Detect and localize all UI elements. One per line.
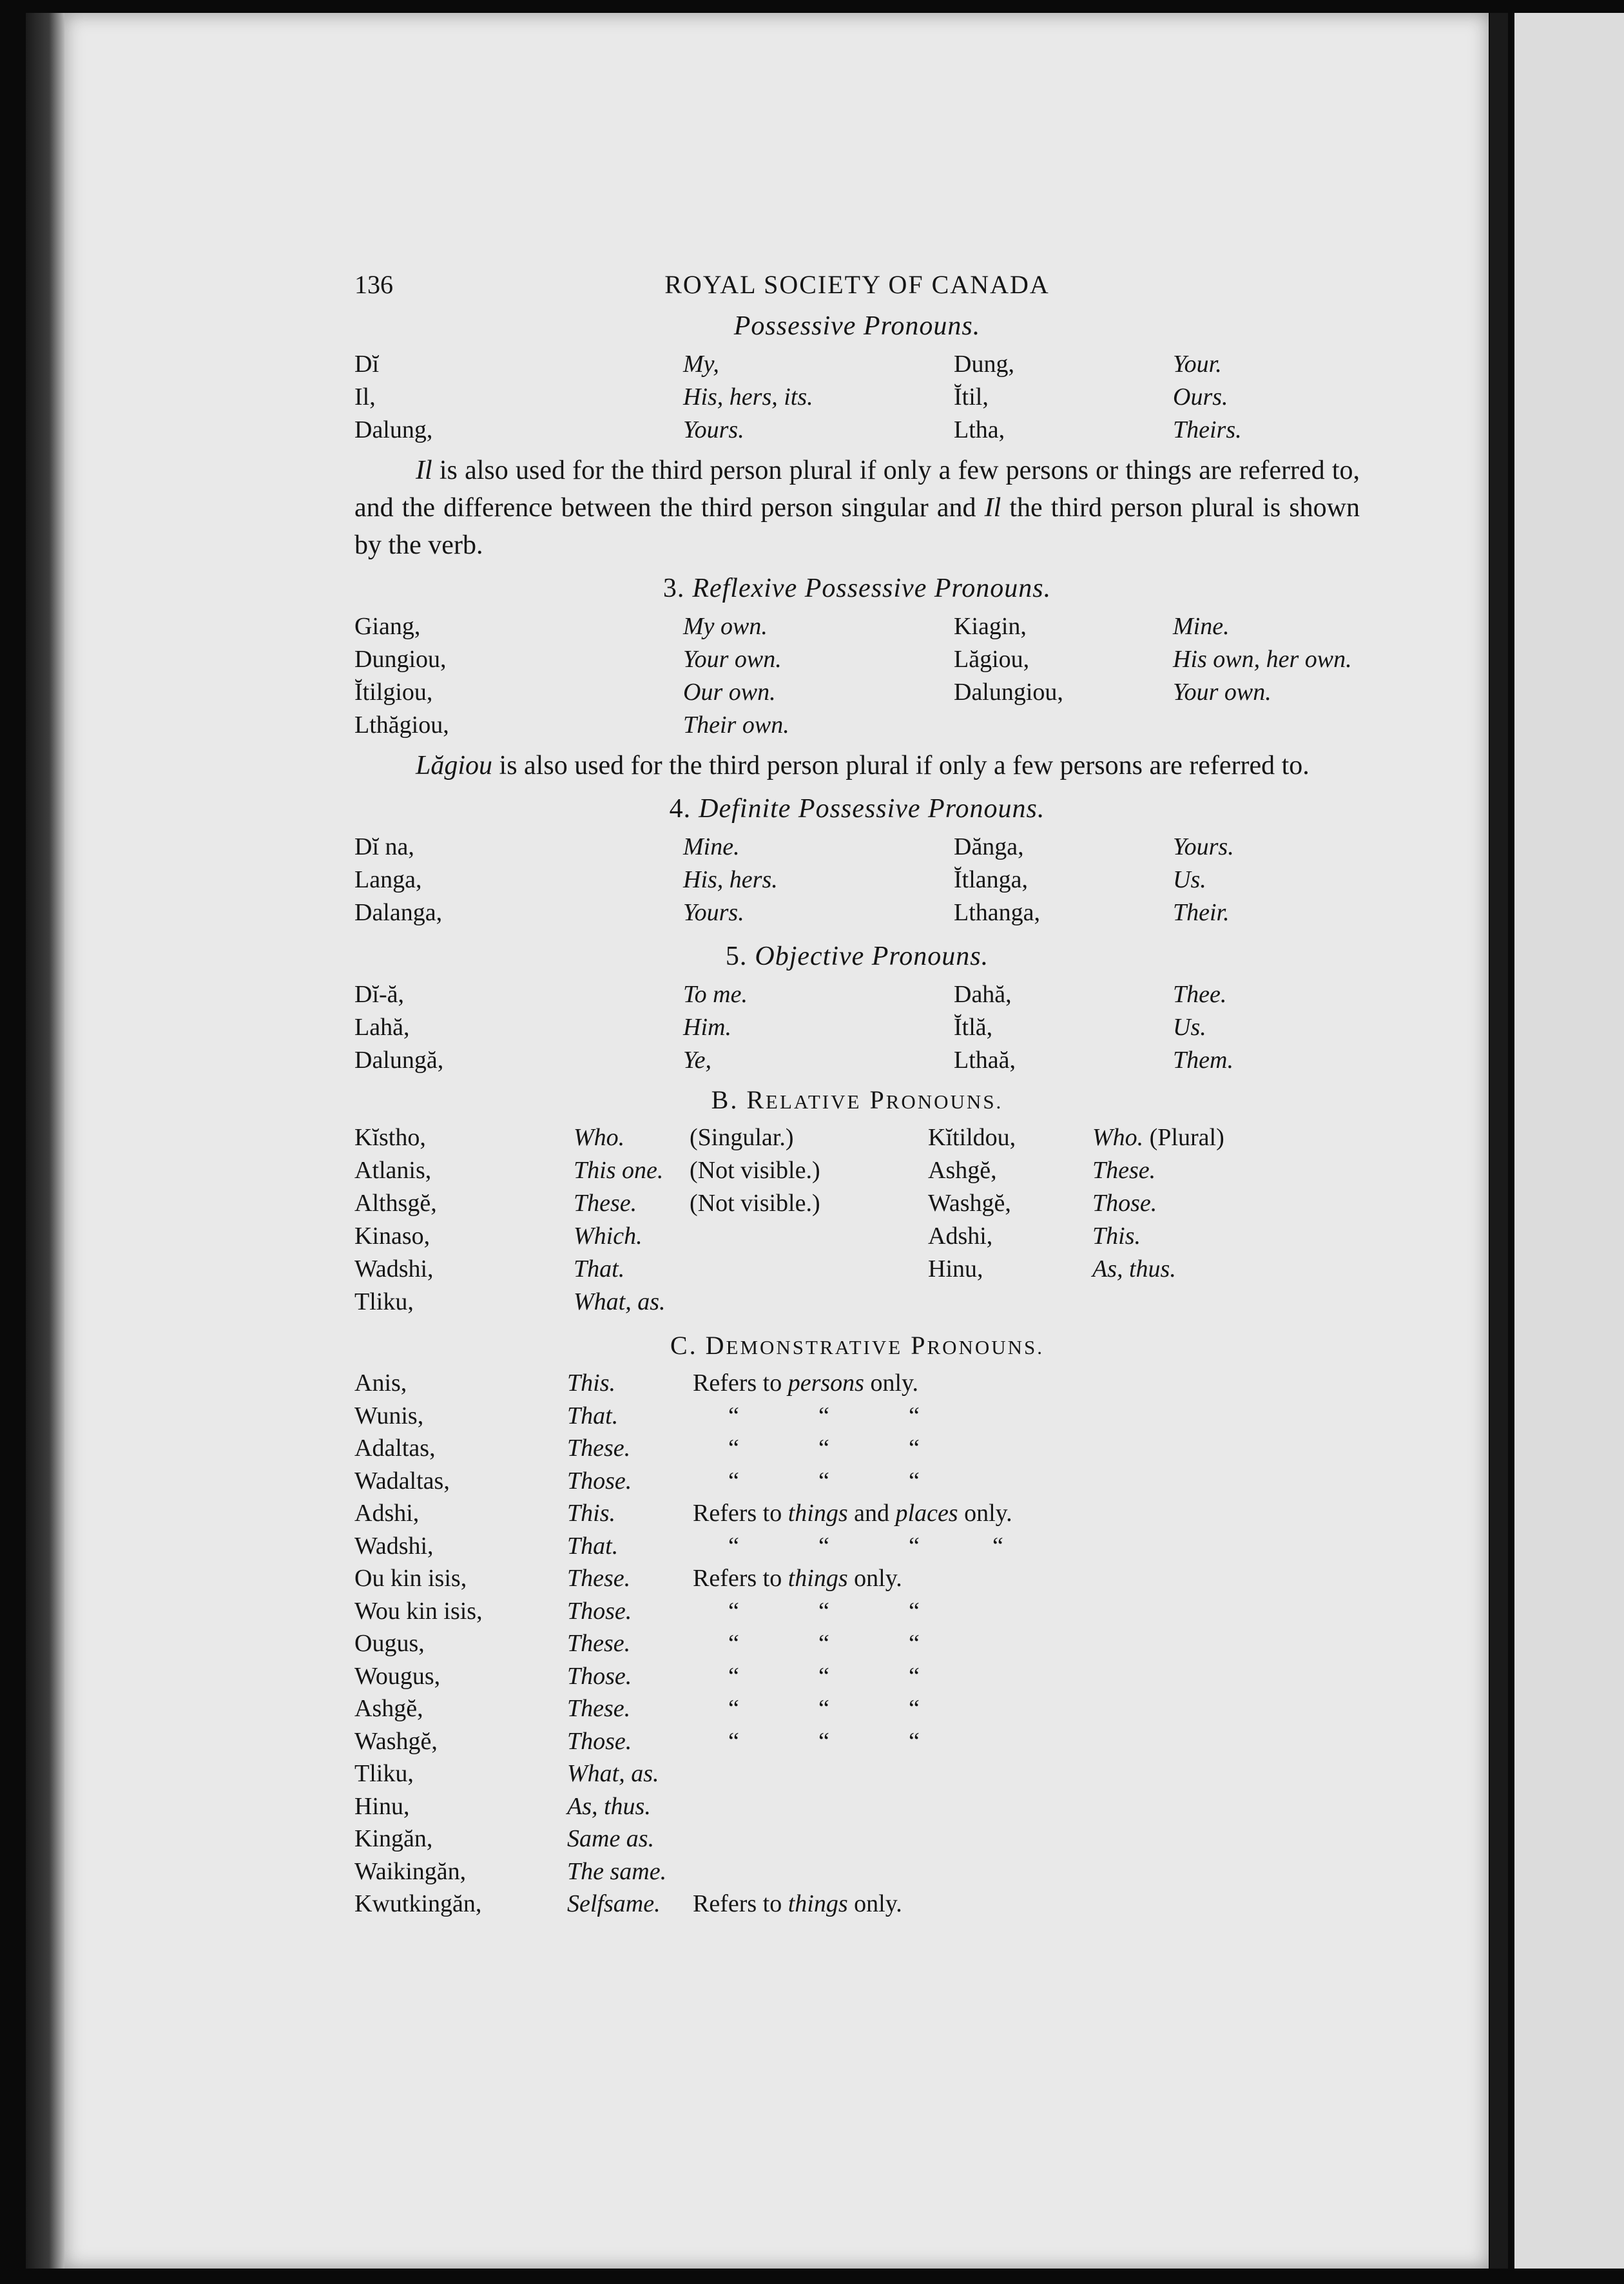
ditto-marks	[693, 1692, 1360, 1725]
english-translation: That.	[567, 1532, 619, 1560]
haida-word: Waikingăn,	[354, 1857, 467, 1885]
ditto-mark: “	[728, 1597, 739, 1625]
ditto-marks	[693, 1725, 1360, 1758]
note-text: Refers to	[693, 1369, 788, 1397]
english-translation: These.	[1092, 1157, 1156, 1184]
note-text: only.	[847, 1565, 902, 1592]
section-title: Objective Pronouns.	[755, 942, 989, 971]
usage-note	[693, 1497, 1360, 1530]
page-content	[354, 258, 1360, 1921]
english-translation: Us.	[1173, 866, 1206, 893]
english-translation: Us.	[1173, 1014, 1206, 1041]
ditto-marks	[693, 1660, 1360, 1693]
ditto-mark: “	[818, 1402, 829, 1429]
ditto-marks	[693, 1465, 1360, 1498]
english-translation: Who.	[1092, 1124, 1144, 1151]
haida-word: Tliku,	[354, 1760, 414, 1787]
ditto-mark: “	[728, 1727, 739, 1755]
haida-word: Ĭtil,	[954, 383, 989, 411]
usage-note	[690, 1286, 928, 1319]
haida-word: Dalung,	[354, 416, 433, 443]
haida-word: Ashgĕ,	[354, 1695, 423, 1722]
english-translation: These.	[567, 1565, 631, 1592]
haida-word: Kĭtildou,	[928, 1124, 1016, 1151]
haida-word: Hinu,	[928, 1255, 983, 1282]
ditto-mark: “	[818, 1727, 829, 1755]
ditto-mark: “	[818, 1662, 829, 1690]
english-translation: That.	[567, 1402, 619, 1429]
haida-word: Kwutkingăn,	[354, 1890, 482, 1917]
english-translation: Mine.	[683, 833, 740, 860]
english-translation: These.	[567, 1435, 631, 1462]
haida-word: Adaltas,	[354, 1435, 436, 1462]
english-translation: These.	[574, 1190, 637, 1217]
book-binding-shadow	[26, 13, 64, 2269]
usage-note: (Not visible.)	[690, 1190, 820, 1217]
haida-word: Langa,	[354, 866, 422, 893]
definite-table	[354, 831, 1360, 929]
haida-word: Kingăn,	[354, 1825, 433, 1852]
english-translation-plural	[1092, 1121, 1273, 1154]
haida-word: Lthăgiou,	[354, 711, 449, 739]
english-translation: Those.	[567, 1597, 632, 1625]
haida-word: Ougus,	[354, 1630, 425, 1657]
heading-smallcaps: RONOUNS.	[885, 1090, 1003, 1113]
english-translation: The same.	[567, 1857, 667, 1885]
english-translation-plural	[1092, 1154, 1273, 1187]
english-translation: Him.	[683, 1014, 731, 1041]
note-il-paragraph	[354, 452, 1360, 564]
haida-word: Dahă,	[954, 981, 1012, 1008]
ditto-mark: “	[909, 1695, 920, 1722]
english-translation: Those.	[567, 1662, 632, 1690]
english-translation: Those.	[1092, 1190, 1157, 1217]
english-translation: What, as.	[574, 1288, 666, 1315]
usage-note	[693, 1823, 1360, 1855]
ditto-mark: “	[909, 1597, 920, 1625]
english-translation-plural	[1092, 1286, 1273, 1319]
english-translation-plural	[1092, 1187, 1273, 1220]
usage-note: (Plural)	[1149, 1124, 1224, 1151]
objective-heading	[354, 941, 1360, 972]
note-lagiou-paragraph	[354, 747, 1360, 784]
note-text: only.	[864, 1369, 919, 1397]
english-translation: Yours.	[683, 416, 744, 443]
haida-word: Giang,	[354, 613, 421, 640]
haida-word: Adshi,	[928, 1223, 993, 1250]
heading-smallcaps: RONOUNS.	[927, 1336, 1045, 1359]
heading-cap: D	[705, 1331, 726, 1360]
haida-word: Wou kin isis,	[354, 1597, 483, 1625]
note-italic: places	[895, 1500, 958, 1527]
ditto-marks	[693, 1400, 1360, 1433]
heading-smallcaps: EMONSTRATIVE	[726, 1336, 903, 1359]
english-translation: Yours.	[1173, 833, 1234, 860]
ditto-marks	[693, 1432, 1360, 1465]
note-italic: things	[788, 1890, 848, 1917]
page-header	[354, 258, 1360, 303]
note-text: Refers to	[693, 1890, 788, 1917]
heading-smallcaps: ELATIVE	[766, 1090, 862, 1113]
usage-note	[690, 1220, 928, 1253]
haida-word: Dalanga,	[354, 899, 443, 926]
haida-word: Lahă,	[354, 1014, 410, 1041]
haida-word: Kiagin,	[954, 613, 1027, 640]
haida-word: Dung,	[954, 351, 1014, 378]
english-translation: Those.	[567, 1727, 632, 1755]
reflexive-table	[354, 610, 1360, 742]
note-text: Refers to	[693, 1565, 788, 1592]
haida-word: Lthanga,	[954, 899, 1041, 926]
english-translation: Those.	[567, 1467, 632, 1495]
term-il-2: Il	[984, 493, 1001, 523]
english-translation: That.	[574, 1255, 625, 1282]
ditto-mark: “	[909, 1402, 920, 1429]
usage-note	[693, 1367, 1360, 1400]
haida-word: Washgĕ,	[354, 1727, 438, 1755]
haida-word: Wougus,	[354, 1662, 441, 1690]
ditto-mark: “	[728, 1662, 739, 1690]
ditto-mark: “	[818, 1695, 829, 1722]
haida-word: Dĭ-ă,	[354, 981, 405, 1008]
usage-note	[693, 1562, 1360, 1595]
ditto-mark: “	[818, 1467, 829, 1495]
heading-cap: R	[746, 1085, 766, 1114]
english-translation: Yours.	[683, 899, 744, 926]
english-translation: Theirs.	[1173, 416, 1242, 443]
ditto-mark: “	[728, 1532, 739, 1560]
running-title: ROYAL SOCIETY OF CANADA	[664, 270, 1050, 299]
ditto-mark: “	[909, 1630, 920, 1657]
usage-note	[693, 1855, 1360, 1888]
ditto-mark: “	[818, 1435, 829, 1462]
possessive-heading: Possessive Pronouns.	[733, 311, 981, 341]
section-title: Reflexive Possessive Pronouns.	[692, 574, 1052, 603]
definite-heading	[354, 793, 1360, 824]
haida-word: Wadaltas,	[354, 1467, 450, 1495]
ditto-mark: “	[909, 1662, 920, 1690]
haida-word: Ltha,	[954, 416, 1005, 443]
haida-word: Ou kin isis,	[354, 1565, 467, 1592]
relative-heading	[354, 1085, 1360, 1115]
usage-note	[690, 1253, 928, 1286]
english-translation: This.	[567, 1369, 615, 1397]
section-letter: C.	[670, 1331, 698, 1360]
ditto-mark: “	[728, 1695, 739, 1722]
english-translation: His, hers, its.	[683, 383, 813, 411]
english-translation: Ye,	[683, 1047, 712, 1074]
ditto-mark: “	[909, 1467, 920, 1495]
english-translation: Ours.	[1173, 383, 1228, 411]
haida-word: Dĭ	[354, 351, 379, 378]
haida-word: Kĭstho,	[354, 1124, 426, 1151]
haida-word: Ashgĕ,	[928, 1157, 997, 1184]
haida-word: Wadshi,	[354, 1255, 434, 1282]
english-translation: Your own.	[683, 646, 782, 673]
note-lagiou-text: is also used for the third person plural if only a few persons are referred to.	[492, 751, 1310, 780]
english-translation: His, hers.	[683, 866, 778, 893]
ditto-mark: “	[818, 1532, 829, 1560]
haida-word: Dalungiou,	[954, 679, 1063, 706]
english-translation: To me.	[683, 981, 748, 1008]
haida-word: Atlanis,	[354, 1157, 432, 1184]
english-translation: These.	[567, 1630, 631, 1657]
demonstrative-heading	[354, 1330, 1360, 1360]
demonstrative-table	[354, 1367, 1360, 1921]
haida-word	[954, 709, 1173, 742]
haida-word: Il,	[354, 383, 376, 411]
haida-word: Anis,	[354, 1369, 407, 1397]
haida-word: Tliku,	[354, 1288, 414, 1315]
heading-cap: P	[869, 1085, 886, 1114]
usage-note	[693, 1757, 1360, 1790]
haida-word: Washgĕ,	[928, 1190, 1011, 1217]
page-edge-shadow	[1490, 13, 1508, 2269]
reflexive-heading	[354, 573, 1360, 604]
page-number: 136	[354, 270, 393, 299]
english-translation: Them.	[1173, 1047, 1233, 1074]
ditto-mark: “	[728, 1630, 739, 1657]
haida-word: Kinaso,	[354, 1223, 430, 1250]
english-translation: As, thus.	[1092, 1255, 1176, 1282]
objective-table	[354, 978, 1360, 1077]
english-translation: Same as.	[567, 1825, 655, 1852]
ditto-mark: “	[909, 1532, 920, 1560]
section-number: 4.	[669, 794, 691, 824]
note-text: Refers to	[693, 1500, 788, 1527]
haida-word: Wadshi,	[354, 1532, 434, 1560]
term-lagiou: Lăgiou	[416, 751, 493, 780]
haida-word: Adshi,	[354, 1500, 420, 1527]
haida-word: Dungiou,	[354, 646, 447, 673]
usage-note: (Singular.)	[690, 1124, 794, 1151]
note-italic: things	[788, 1500, 848, 1527]
english-translation: This.	[567, 1500, 615, 1527]
english-translation: His own, her own.	[1173, 646, 1352, 673]
note-text: and	[847, 1500, 896, 1527]
english-translation: Their own.	[683, 711, 789, 739]
english-translation: Who.	[574, 1124, 625, 1151]
section-number: 3.	[662, 574, 685, 603]
note-italic: persons	[788, 1369, 864, 1397]
term-il: Il	[416, 456, 432, 485]
english-translation: These.	[567, 1695, 631, 1722]
english-translation: Mine.	[1173, 613, 1230, 640]
usage-note: (Not visible.)	[690, 1157, 820, 1184]
ditto-marks	[693, 1530, 1360, 1563]
haida-word: Ĭtlă,	[954, 1014, 993, 1041]
section-number: 5.	[725, 942, 748, 971]
english-translation: Selfsame.	[567, 1890, 661, 1917]
haida-word: Dalungă,	[354, 1047, 444, 1074]
english-translation: Their.	[1173, 899, 1230, 926]
note-il-text-1: is also used for the third person plural if only a few persons or things are referred to, and the difference between the third person singular and	[354, 456, 1360, 523]
note-text: only.	[958, 1500, 1012, 1527]
note-italic: things	[788, 1565, 848, 1592]
english-translation: As, thus.	[567, 1792, 651, 1820]
section-title: Definite Possessive Pronouns.	[699, 794, 1045, 824]
ditto-mark: “	[818, 1597, 829, 1625]
heading-cap: P	[911, 1331, 927, 1360]
possessive-table	[354, 348, 1360, 447]
haida-word: Ĭtilgiou,	[354, 679, 433, 706]
relative-table	[354, 1121, 1360, 1319]
note-text: only.	[847, 1890, 902, 1917]
haida-word: Althsgĕ,	[354, 1190, 437, 1217]
english-translation-plural	[1092, 1220, 1273, 1253]
ditto-mark: “	[728, 1402, 739, 1429]
english-translation-plural	[1092, 1253, 1273, 1286]
english-translation	[1173, 709, 1360, 742]
ditto-mark: “	[992, 1532, 1003, 1560]
ditto-marks	[693, 1595, 1360, 1628]
haida-word	[928, 1286, 1092, 1319]
ditto-mark: “	[909, 1435, 920, 1462]
usage-note	[693, 1790, 1360, 1823]
ditto-marks	[693, 1627, 1360, 1660]
english-translation: Your own.	[1173, 679, 1271, 706]
ditto-mark: “	[818, 1630, 829, 1657]
facing-page	[1514, 13, 1624, 2269]
english-translation: Your.	[1173, 351, 1222, 378]
ditto-mark: “	[728, 1467, 739, 1495]
note-il-text-2: the third person plural is shown by the verb.	[354, 493, 1360, 560]
english-translation: Which.	[574, 1223, 643, 1250]
english-translation: What, as.	[567, 1760, 659, 1787]
english-translation: Thee.	[1173, 981, 1227, 1008]
english-translation: This one.	[574, 1157, 664, 1184]
haida-word: Dĭ na,	[354, 833, 414, 860]
haida-word: Lthaă,	[954, 1047, 1016, 1074]
haida-word: Wunis,	[354, 1402, 424, 1429]
section-letter: B.	[711, 1085, 739, 1114]
haida-word: Lăgiou,	[954, 646, 1030, 673]
ditto-mark: “	[909, 1727, 920, 1755]
english-translation: My,	[683, 351, 719, 378]
usage-note	[693, 1888, 1360, 1921]
english-translation: Our own.	[683, 679, 776, 706]
haida-word: Dănga,	[954, 833, 1024, 860]
haida-word: Hinu,	[354, 1792, 410, 1820]
ditto-mark: “	[728, 1435, 739, 1462]
haida-word: Ĭtlanga,	[954, 866, 1029, 893]
english-translation: My own.	[683, 613, 768, 640]
english-translation: This.	[1092, 1223, 1141, 1250]
